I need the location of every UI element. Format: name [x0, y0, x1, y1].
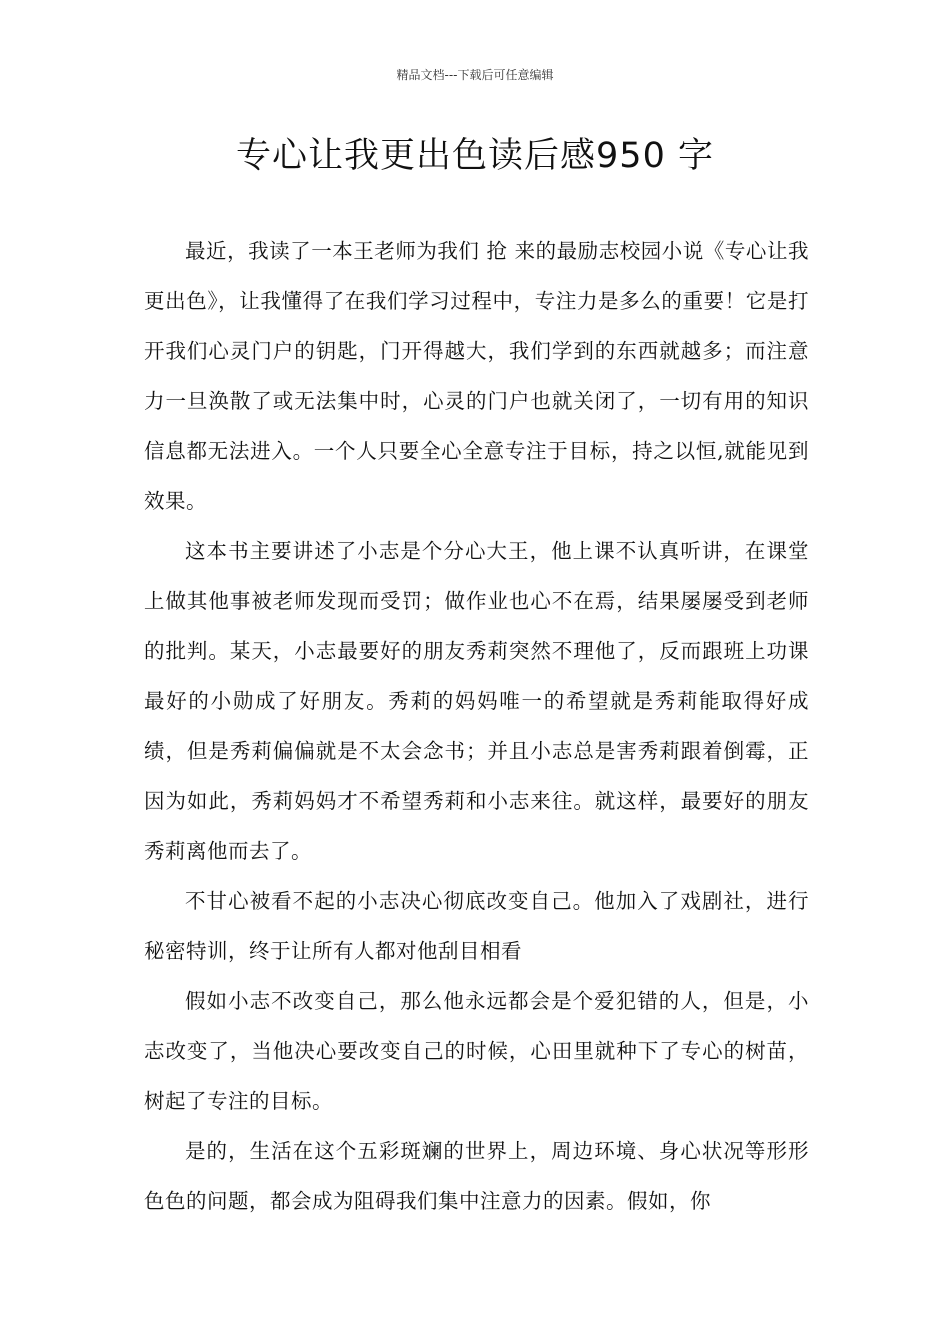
paragraph-5: 是的，生活在这个五彩斑斓的世界上，周边环境、身心状况等形形色色的问题，都会成为阻碍我们集中注意力的因素。假如，你: [144, 1139, 809, 1213]
paragraph-3: 不甘心被看不起的小志决心彻底改变自己。他加入了戏剧社，进行秘密特训，终于让所有人都对他刮目相看: [144, 889, 809, 963]
page-title: 专心让我更出色读后感950 字: [236, 136, 714, 176]
paragraph-2: 这本书主要讲述了小志是个分心大王，他上课不认真听讲，在课堂上做其他事被老师发现而受罚；做作业也心不在焉，结果屡屡受到老师的批判。某天，小志最要好的朋友秀莉突然不理他了，反而跟班上功课最好的小勋成了好朋友。秀莉的妈妈唯一的希望就是秀莉能取得好成绩，但是秀莉偏偏就是不太会念书；并且小志总是害秀莉跟着倒霉，正因为如此，秀莉妈妈才不希望秀莉和小志来往。就这样，最要好的朋友秀莉离他而去了。: [144, 539, 809, 863]
document-body: [144, 226, 809, 1226]
paragraph-1: 最近，我读了一本王老师为我们 抢 来的最励志校园小说《专心让我更出色》，让我懂得了在我们学习过程中，专注力是多么的重要！它是打开我们心灵门户的钥匙，门开得越大，我们学到的东西就越多；而注意力一旦涣散了或无法集中时，心灵的门户也就关闭了，一切有用的知识信息都无法进入。一个人只要全心全意专注于目标，持之以恒,就能见到效果。: [144, 239, 809, 513]
paragraph-4: 假如小志不改变自己，那么他永远都会是个爱犯错的人，但是，小志改变了，当他决心要改变自己的时候，心田里就种下了专心的树苗，树起了专注的目标。: [144, 989, 809, 1113]
header-note: 精品文档---下载后可任意编辑: [396, 68, 554, 82]
